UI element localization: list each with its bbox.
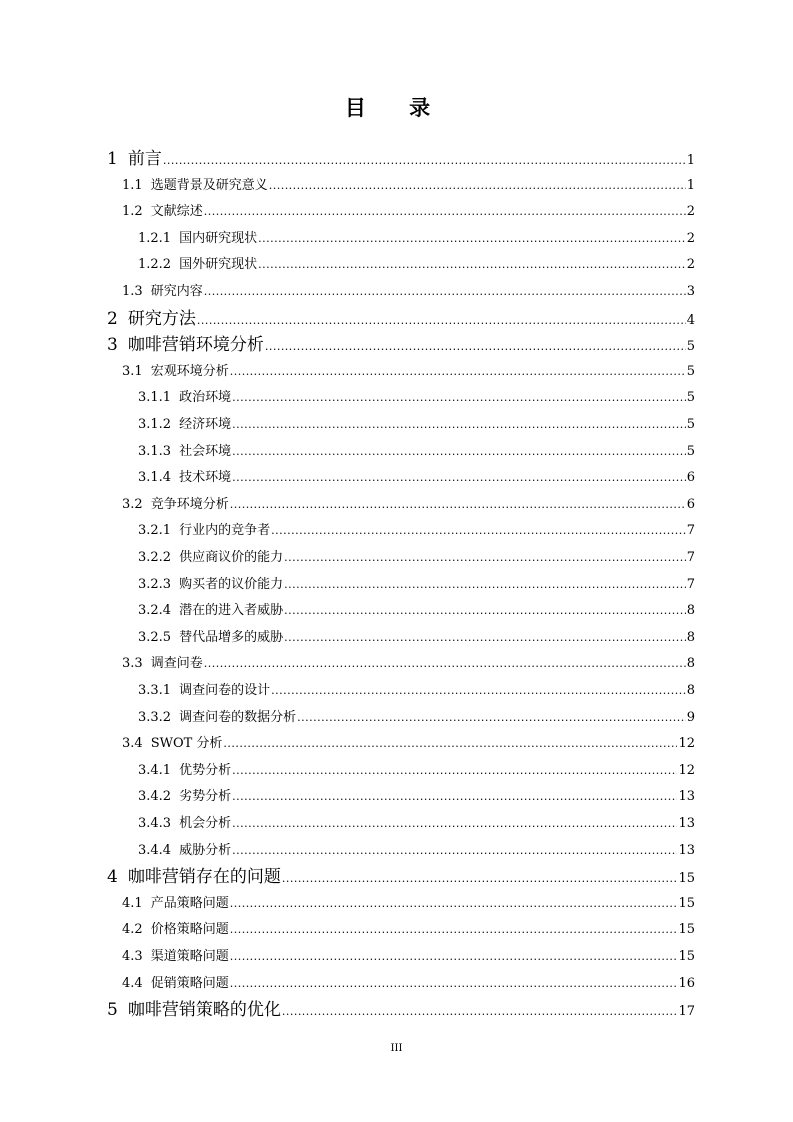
toc-entry-number: 3	[107, 335, 118, 356]
toc-entry-label: 选题背景及研究意义	[150, 177, 268, 193]
toc-entry-label: 宏观环境分析	[150, 363, 229, 379]
toc-dot-leader	[258, 253, 686, 277]
toc-entry-page-number: 15	[678, 922, 695, 938]
toc-entry-page-number: 12	[678, 736, 695, 752]
toc-entry-label: 技术环境	[179, 470, 232, 486]
toc-dot-leader	[230, 918, 678, 942]
toc-entry[interactable]	[138, 812, 695, 836]
toc-entry[interactable]	[138, 759, 695, 783]
toc-entry-label: 调查问卷的设计	[179, 683, 271, 698]
toc-dot-leader	[282, 867, 678, 891]
toc-dot-leader	[163, 149, 686, 173]
toc-dot-leader	[271, 679, 686, 703]
toc-dot-leader	[284, 546, 686, 570]
toc-dot-leader	[232, 413, 686, 437]
toc-entry-label: 研究方法	[127, 308, 196, 329]
toc-entry[interactable]	[138, 546, 695, 570]
toc-entry-label: 国内研究现状	[179, 230, 258, 246]
toc-entry-label: 供应商议价的能力	[179, 550, 284, 565]
toc-entry-label: 社会环境	[179, 443, 232, 459]
toc-entry[interactable]	[138, 227, 695, 251]
toc-entry-page-number: 6	[686, 496, 695, 512]
toc-entry[interactable]	[138, 785, 695, 809]
toc-entry[interactable]	[122, 732, 695, 756]
toc-dot-leader	[230, 493, 686, 517]
toc-entry-number: 4.4	[122, 975, 143, 991]
toc-entry-number: 2	[107, 308, 118, 329]
toc-entry[interactable]	[138, 679, 695, 703]
toc-dot-leader	[232, 440, 686, 464]
toc-entry-label: 机会分析	[179, 816, 232, 831]
toc-entry-page-number: 7	[686, 550, 695, 565]
toc-dot-leader	[223, 732, 677, 756]
toc-entry-label: 行业内的竞争者	[179, 523, 271, 539]
toc-dot-leader	[284, 573, 686, 597]
toc-entry-page-number: 2	[686, 204, 695, 220]
toc-entry-number: 3.1.4	[138, 470, 172, 486]
toc-entry-page-number: 2	[686, 230, 695, 246]
toc-entry-number: 3.1.1	[138, 390, 172, 406]
toc-entry-label: 咖啡营销环境分析	[127, 335, 264, 356]
toc-entry-page-number: 5	[686, 417, 695, 432]
toc-entry-page-number: 13	[678, 842, 695, 858]
toc-entry-number: 3.4	[122, 736, 143, 752]
toc-entry-page-number: 7	[686, 523, 695, 539]
toc-dot-leader	[297, 706, 686, 730]
toc-entry-page-number: 1	[686, 153, 695, 168]
toc-dot-leader	[230, 945, 678, 969]
toc-entry-label: 劣势分析	[179, 789, 232, 805]
toc-entry-label: 咖啡营销策略的优化	[127, 1000, 281, 1021]
toc-dot-leader	[232, 785, 677, 809]
toc-entry[interactable]	[122, 652, 695, 676]
toc-entry-page-number: 5	[686, 390, 695, 406]
toc-entry[interactable]	[107, 147, 695, 171]
toc-entry-page-number: 15	[678, 871, 695, 887]
toc-entry-label: 咖啡营销存在的问题	[127, 867, 281, 888]
toc-entry-number: 1.3	[122, 284, 143, 299]
toc-entry[interactable]	[138, 466, 695, 490]
toc-entry-page-number: 5	[686, 363, 695, 379]
toc-entry-number: 3.2	[122, 496, 143, 512]
toc-entry-page-number: 3	[686, 284, 695, 299]
toc-entry-page-number: 6	[686, 470, 695, 486]
toc-entry[interactable]	[122, 200, 695, 224]
toc-entry[interactable]	[138, 626, 695, 650]
toc-entry[interactable]	[138, 253, 695, 277]
toc-entry-label: 优势分析	[179, 762, 232, 778]
toc-entry-page-number: 15	[678, 949, 695, 964]
toc-entry[interactable]	[138, 599, 695, 623]
toc-entry-number: 3.2.1	[138, 523, 172, 539]
toc-dot-leader	[204, 652, 686, 676]
toc-entry-page-number: 2	[686, 257, 695, 273]
toc-entry-page-number: 16	[678, 975, 695, 991]
toc-entry-number: 3.1.2	[138, 417, 172, 432]
toc-entry[interactable]	[122, 280, 695, 304]
toc-entry-number: 3.2.5	[138, 629, 172, 645]
toc-entry[interactable]	[122, 918, 695, 942]
toc-dot-leader	[258, 227, 686, 251]
toc-dot-leader	[232, 466, 686, 490]
toc-dot-leader	[204, 280, 686, 304]
toc-entry-number: 1.2.1	[138, 230, 172, 246]
toc-dot-leader	[269, 174, 686, 198]
toc-dot-leader	[282, 1000, 678, 1024]
toc-entry-label: 政治环境	[179, 390, 232, 406]
toc-entry-number: 4.1	[122, 895, 143, 911]
toc-entry-number: 3.3	[122, 656, 143, 672]
toc-dot-leader	[230, 892, 678, 916]
toc-entry-page-number: 13	[678, 789, 695, 805]
toc-entry-page-number: 15	[678, 895, 695, 911]
toc-entry[interactable]	[138, 386, 695, 410]
toc-dot-leader	[232, 839, 677, 863]
toc-entry-label: 促销策略问题	[150, 975, 229, 991]
toc-entry[interactable]	[122, 493, 695, 517]
toc-entry[interactable]	[138, 839, 695, 863]
toc-entry-number: 3.2.3	[138, 576, 172, 592]
toc-entry-number: 3.1	[122, 363, 143, 379]
toc-entry-number: 4.3	[122, 949, 143, 964]
toc-entry-label: 价格策略问题	[150, 922, 229, 938]
toc-entry-number: 1.2	[122, 204, 143, 220]
toc-entry-page-number: 9	[686, 709, 695, 725]
toc-dot-leader	[232, 386, 686, 410]
toc-entry-label: 渠道策略问题	[150, 949, 229, 964]
toc-entry[interactable]	[122, 174, 695, 198]
page-number-footer: III	[390, 1043, 403, 1054]
toc-entry[interactable]	[107, 865, 695, 889]
toc-entry-page-number: 5	[686, 339, 695, 355]
toc-entry[interactable]	[107, 307, 695, 331]
toc-entry-page-number: 7	[686, 576, 695, 592]
toc-entry[interactable]	[122, 360, 695, 384]
toc-entry-page-number: 1	[686, 177, 695, 193]
toc-entry-number: 1.2.2	[138, 257, 172, 273]
toc-entry[interactable]	[122, 945, 695, 969]
toc-entry-number: 1	[107, 149, 118, 169]
toc-entry[interactable]	[107, 333, 695, 357]
toc-entry-page-number: 5	[686, 443, 695, 459]
toc-entry-page-number: 8	[686, 629, 695, 645]
toc-entry-page-number: 8	[686, 683, 695, 698]
toc-entry-label: 研究内容	[150, 284, 203, 299]
toc-dot-leader	[230, 360, 686, 384]
toc-entry-label: 威胁分析	[179, 842, 232, 858]
toc-dot-leader	[204, 200, 686, 224]
toc-title: 目 录	[344, 96, 449, 120]
toc-entry-label: 产品策略问题	[150, 895, 229, 911]
toc-entry-label: 国外研究现状	[179, 257, 258, 273]
toc-entry[interactable]	[138, 519, 695, 543]
toc-dot-leader	[284, 626, 686, 650]
toc-entry-number: 1.1	[122, 177, 143, 193]
toc-entry-number: 3.4.1	[138, 762, 172, 778]
toc-entry-label: 竞争环境分析	[150, 496, 229, 512]
toc-entry[interactable]	[107, 998, 695, 1022]
toc-entry-number: 4	[107, 867, 118, 888]
toc-entry[interactable]	[122, 972, 695, 996]
toc-entry-label: 经济环境	[179, 417, 232, 432]
toc-dot-leader	[197, 309, 686, 333]
toc-entry-number: 3.2.4	[138, 603, 172, 619]
toc-entry-number: 3.4.2	[138, 789, 172, 805]
toc-entry-number: 4.2	[122, 922, 143, 938]
toc-entry[interactable]	[138, 706, 695, 730]
toc-entry-number: 3.1.3	[138, 443, 172, 459]
toc-entry-page-number: 4	[686, 312, 695, 328]
toc-entry-page-number: 8	[686, 603, 695, 619]
toc-entry-label: 潜在的进入者威胁	[179, 603, 284, 619]
toc-entry-label: 调查问卷	[150, 656, 203, 672]
toc-entry-number: 5	[107, 1000, 118, 1021]
toc-dot-leader	[265, 335, 686, 359]
toc-entry-number: 3.3.1	[138, 683, 172, 698]
toc-entry[interactable]	[138, 413, 695, 437]
toc-entry-page-number: 17	[678, 1004, 695, 1020]
toc-entry-page-number: 13	[678, 816, 695, 831]
toc-entry-label: 购买者的议价能力	[179, 576, 284, 592]
toc-entry[interactable]	[138, 440, 695, 464]
toc-entry-number: 3.3.2	[138, 709, 172, 725]
toc-entry-label: 调查问卷的数据分析	[179, 709, 297, 725]
toc-entry[interactable]	[122, 892, 695, 916]
toc-entry-label: SWOT 分析	[150, 736, 223, 752]
toc-entry-number: 3.4.3	[138, 816, 172, 831]
toc-dot-leader	[284, 599, 686, 623]
toc-entry-page-number: 12	[678, 762, 695, 778]
toc-entry-label: 前言	[127, 149, 162, 169]
toc-dot-leader	[232, 759, 677, 783]
toc-entry-label: 文献综述	[150, 204, 203, 220]
toc-entry-label: 替代品增多的威胁	[179, 629, 284, 645]
toc-dot-leader	[230, 972, 678, 996]
toc-entry-page-number: 8	[686, 656, 695, 672]
toc-entry[interactable]	[138, 573, 695, 597]
toc-dot-leader	[271, 519, 686, 543]
toc-entry-number: 3.2.2	[138, 550, 172, 565]
toc-dot-leader	[232, 812, 677, 836]
toc-entry-number: 3.4.4	[138, 842, 172, 858]
